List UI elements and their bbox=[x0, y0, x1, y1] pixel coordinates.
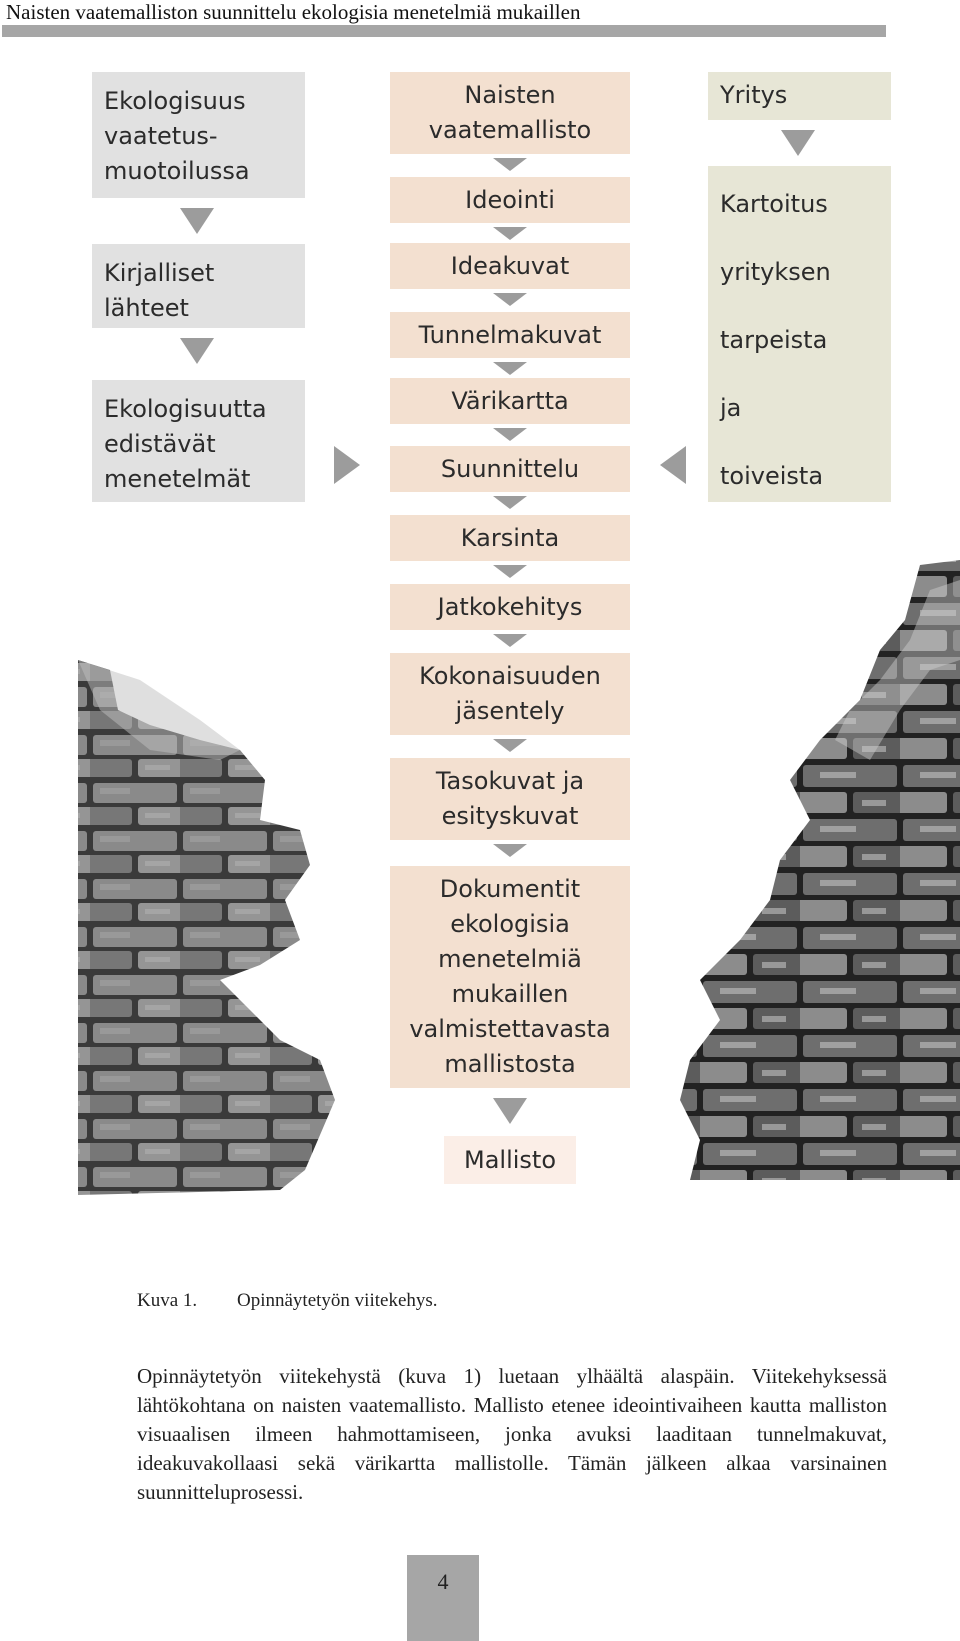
box-literature: Kirjalliset lähteet bbox=[92, 244, 305, 328]
header-rule bbox=[2, 25, 886, 37]
box-ecological-methods: Ekologisuutta edistävät menetelmät bbox=[92, 380, 305, 502]
box-company: Yritys bbox=[708, 72, 891, 120]
box-company-needs: Kartoitus yrityksen tarpeista ja toiveista bbox=[708, 166, 891, 502]
running-header: Naisten vaatemalliston suunnittelu ekologisia menetelmiä mukaillen bbox=[6, 0, 581, 24]
arrow-right-icon bbox=[334, 446, 360, 484]
box-flats-and-presentations: Tasokuvat ja esityskuvat bbox=[390, 758, 630, 840]
arrow-down-icon bbox=[493, 1098, 527, 1124]
arrow-down-icon bbox=[493, 496, 527, 509]
arrow-down-icon bbox=[493, 844, 527, 857]
arrow-down-icon bbox=[493, 362, 527, 375]
caption-text: Opinnäytetyön viitekehys. bbox=[237, 1290, 438, 1311]
box-mood-images: Tunnelmakuvat bbox=[390, 312, 630, 358]
box-design: Suunnittelu bbox=[390, 446, 630, 492]
box-ecology-in-design: Ekologisuus vaatetus- muotoilussa bbox=[92, 72, 305, 198]
caption-number: Kuva 1. bbox=[137, 1290, 198, 1311]
arrow-down-icon bbox=[493, 634, 527, 647]
arrow-down-icon bbox=[493, 293, 527, 306]
arrow-down-icon bbox=[493, 739, 527, 752]
box-collection-final: Mallisto bbox=[444, 1136, 576, 1184]
box-further-development: Jatkokehitys bbox=[390, 584, 630, 630]
arrow-down-icon bbox=[493, 227, 527, 240]
framework-figure bbox=[0, 60, 960, 1240]
figure-caption bbox=[137, 1290, 438, 1312]
box-documents: Dokumentit ekologisia menetelmiä mukaillen valmistettavasta mallistosta bbox=[390, 866, 630, 1088]
box-idea-images: Ideakuvat bbox=[390, 243, 630, 289]
arrow-left-icon bbox=[660, 446, 686, 484]
arrow-down-icon bbox=[180, 208, 214, 234]
arrow-down-icon bbox=[781, 130, 815, 156]
page-number: 4 bbox=[407, 1555, 479, 1641]
body-paragraph: Opinnäytetyön viitekehystä (kuva 1) luetaan ylhäältä alaspäin. Viitekehyksessä lähtökohtana on naisten vaatemallisto. Mallisto etenee ideointivaiheen kautta malliston visuaalisen ilmeen hahmottamiseen, jonka avuksi laaditaan tunnelmakuvat, ideakuvakollaasi sekä värikartta mallistolle. Tämän jälkeen alkaa varsinainen suunnitteluprosessi. bbox=[137, 1364, 887, 1504]
box-selection: Karsinta bbox=[390, 515, 630, 561]
arrow-down-icon bbox=[180, 338, 214, 364]
arrow-down-icon bbox=[493, 565, 527, 578]
box-womens-collection: Naisten vaatemallisto bbox=[390, 72, 630, 154]
box-color-chart: Värikartta bbox=[390, 378, 630, 424]
arrow-down-icon bbox=[493, 158, 527, 171]
box-ideation: Ideointi bbox=[390, 177, 630, 223]
arrow-down-icon bbox=[493, 428, 527, 441]
box-structuring: Kokonaisuuden jäsentely bbox=[390, 653, 630, 735]
